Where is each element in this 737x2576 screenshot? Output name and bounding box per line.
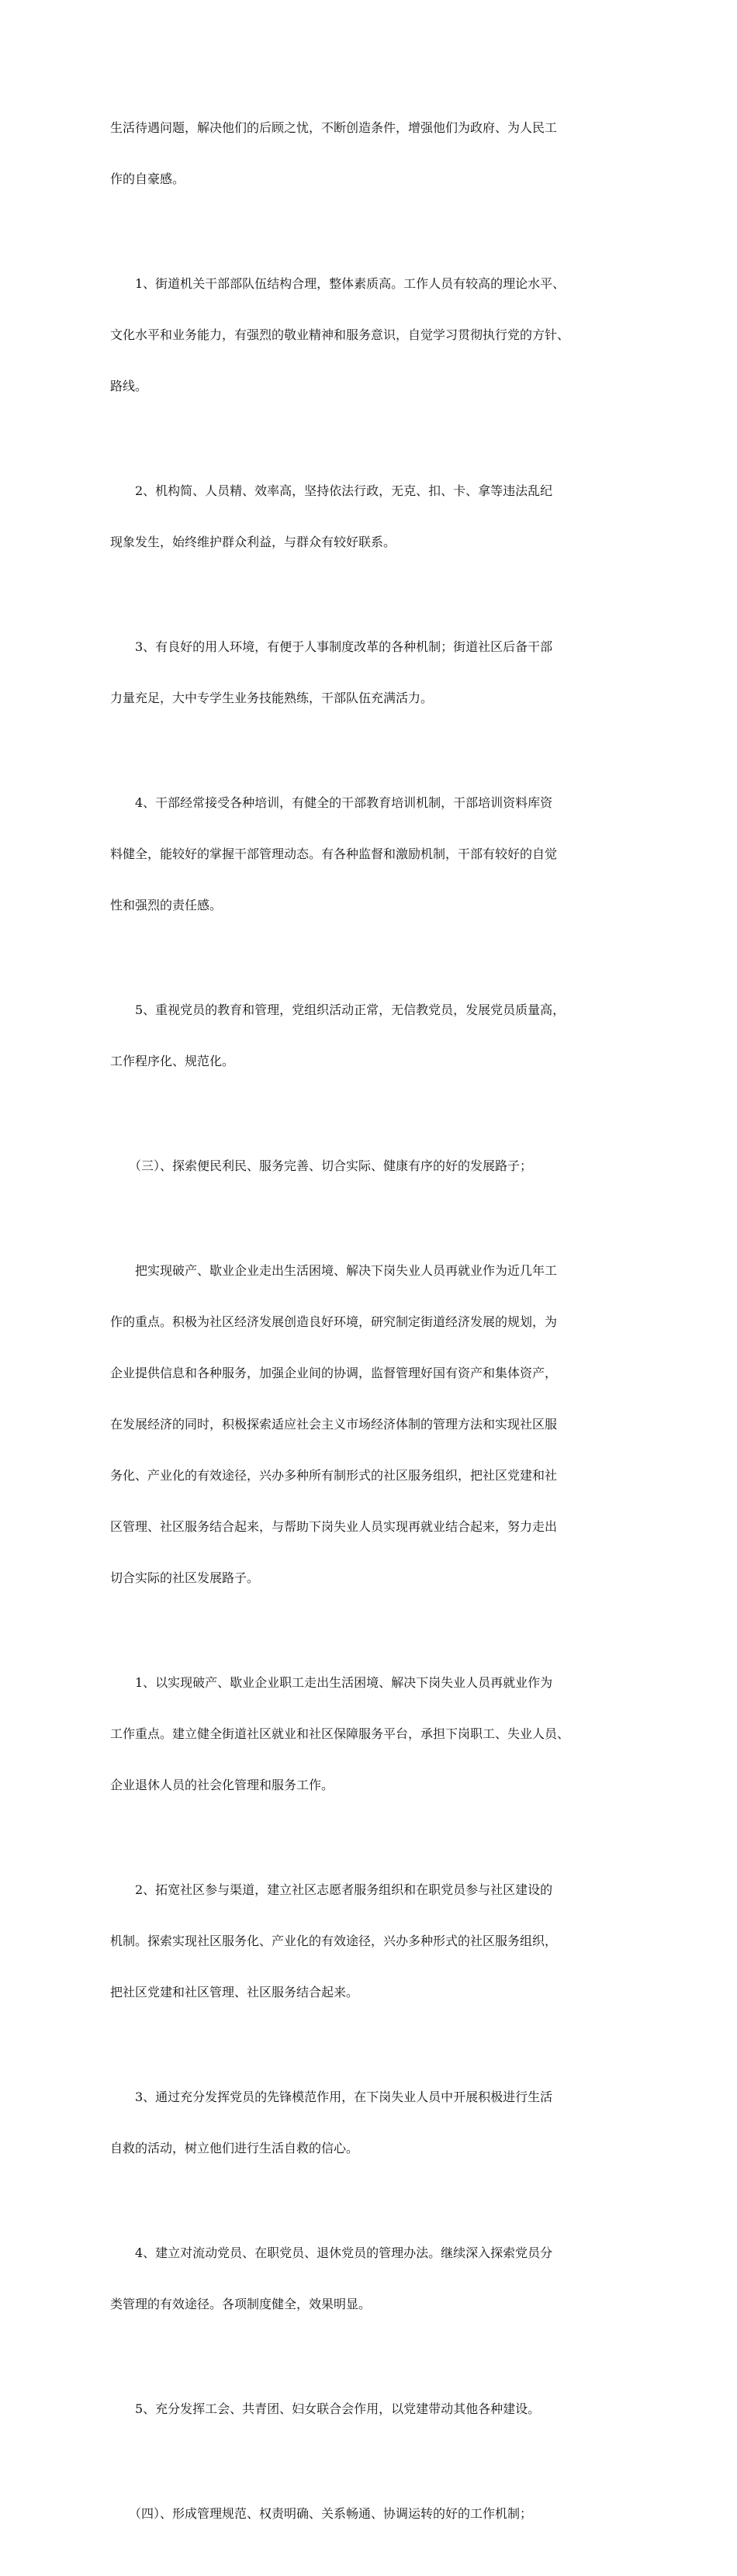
text-line: 工作程序化、规范化。 <box>110 1054 235 1068</box>
text-line: 4、建立对流动党员、在职党员、退休党员的管理办法。继续深入探索党员分 <box>110 2245 553 2260</box>
text-line: 作的自豪感。 <box>110 171 185 186</box>
text-line: 把社区党建和社区管理、社区服务结合起来。 <box>110 1985 359 2000</box>
document-page <box>110 85 645 2576</box>
text-line: 5、重视党员的教育和管理，党组织活动正常，无信教党员，发展党员质量高， <box>110 1002 566 1017</box>
heading-line: （三）、探索便民利民、服务完善、切合实际、健康有序的好的发展路子； <box>110 1158 533 1173</box>
paragraph-section-3-item-1 <box>110 1640 645 1828</box>
paragraph-section-3-item-4 <box>110 2211 645 2347</box>
text-line: 工作重点。建立健全街道社区就业和社区保障服务平台，承担下岗职工、失业人员、 <box>110 1726 570 1741</box>
text-line: 4、干部经常接受各种培训，有健全的干部教育培训机制，干部培训资料库资 <box>110 795 553 810</box>
text-line: 3、有良好的用人环境，有便于人事制度改革的各种机制；街道社区后备干部 <box>110 639 553 654</box>
paragraph-section-3-body <box>110 1228 645 1621</box>
text-line: 料健全，能较好的掌握干部管理动态。有各种监督和激励机制，干部有较好的自觉 <box>110 847 558 861</box>
section-heading-3 <box>110 1124 645 1209</box>
paragraph-continuation <box>110 85 645 222</box>
text-line: 自救的活动，树立他们进行生活自救的信心。 <box>110 2141 359 2155</box>
text-line: 切合实际的社区发展路子。 <box>110 1570 260 1585</box>
text-line: 力量充足，大中专学生业务技能熟练，干部队伍充满活力。 <box>110 691 434 705</box>
text-line: 把实现破产、歇业企业走出生活困境、解决下岗失业人员再就业作为近几年工 <box>110 1263 558 1278</box>
section-heading-4 <box>110 2471 645 2557</box>
text-line: 路线。 <box>110 379 148 393</box>
paragraph-item-5 <box>110 968 645 1104</box>
text-line: 现象发生，始终维护群众利益，与群众有较好联系。 <box>110 535 396 549</box>
text-line: 性和强烈的责任感。 <box>110 898 223 912</box>
text-line: 生活待遇问题，解决他们的后顾之忧，不断创造条件，增强他们为政府、为人民工 <box>110 120 558 135</box>
paragraph-section-3-item-2 <box>110 1847 645 2035</box>
paragraph-item-4 <box>110 760 645 948</box>
text-line: 1、以实现破产、歇业企业职工走出生活困境、解决下岗失业人员再就业作为 <box>110 1675 553 1690</box>
paragraph-item-3 <box>110 604 645 741</box>
text-line: 务化、产业化的有效途径，兴办多种所有制形式的社区服务组织，把社区党建和社 <box>110 1468 558 1483</box>
text-line: 在发展经济的同时，积极探索适应社会主义市场经济体制的管理方法和实现社区服 <box>110 1417 558 1432</box>
paragraph-section-3-item-3 <box>110 2055 645 2191</box>
paragraph-item-1 <box>110 241 645 429</box>
text-line: 企业提供信息和各种服务，加强企业间的协调，监督管理好国有资产和集体资产， <box>110 1366 558 1380</box>
text-line: 2、拓宽社区参与渠道，建立社区志愿者服务组织和在职党员参与社区建设的 <box>110 1882 553 1897</box>
text-line: 2、机构简、人员精、效率高，坚持依法行政，无克、扣、卡、拿等违法乱纪 <box>110 483 553 498</box>
text-line: 3、通过充分发挥党员的先锋模范作用，在下岗失业人员中开展积极进行生活 <box>110 2090 553 2104</box>
text-line: 5、充分发挥工会、共青团、妇女联合会作用，以党建带动其他各种建设。 <box>110 2401 541 2416</box>
text-line: 企业退休人员的社会化管理和服务工作。 <box>110 1778 334 1792</box>
text-line: 作的重点。积极为社区经济发展创造良好环境，研究制定街道经济发展的规划，为 <box>110 1314 558 1329</box>
text-line: 机制。探索实现社区服务化、产业化的有效途径，兴办多种形式的社区服务组织， <box>110 1934 558 1948</box>
text-line: 1、街道机关干部部队伍结构合理，整体素质高。工作人员有较高的理论水平、 <box>110 276 566 291</box>
text-line: 文化水平和业务能力，有强烈的敬业精神和服务意识，自觉学习贯彻执行党的方针、 <box>110 327 570 342</box>
text-line: 类管理的有效途径。各项制度健全，效果明显。 <box>110 2297 372 2311</box>
text-line: 区管理、社区服务结合起来，与帮助下岗失业人员实现再就业结合起来，努力走出 <box>110 1519 558 1534</box>
paragraph-item-2 <box>110 448 645 585</box>
paragraph-section-3-item-5 <box>110 2367 645 2452</box>
heading-line: （四）、形成管理规范、权责明确、关系畅通、协调运转的好的工作机制； <box>110 2506 533 2521</box>
